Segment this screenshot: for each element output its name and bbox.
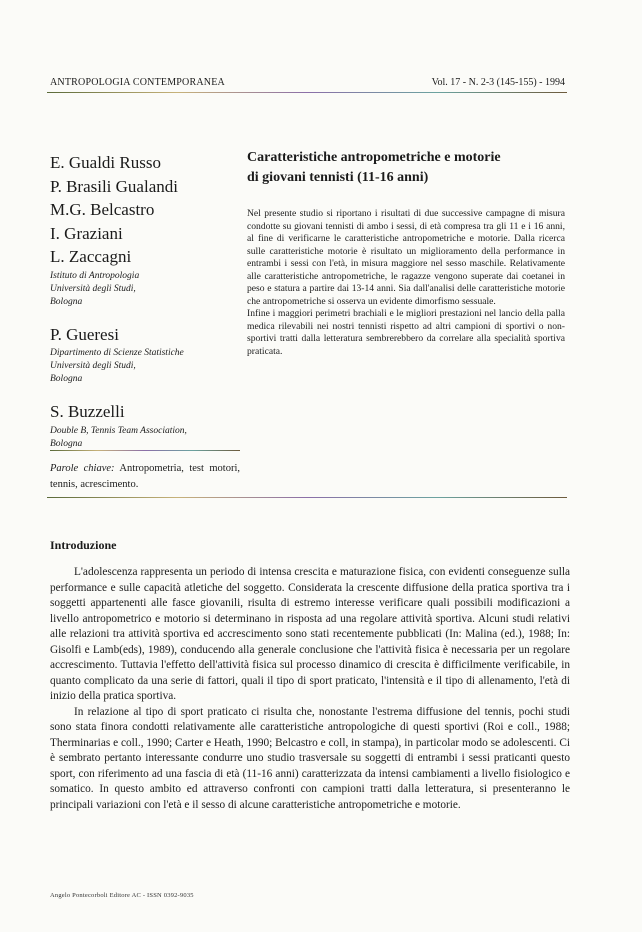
author-group-3 (50, 400, 250, 451)
author-name: P. Brasili Gualandi (50, 176, 178, 196)
abstract (247, 208, 565, 358)
affiliation (50, 425, 250, 451)
author-name: M.G. Belcastro (50, 200, 155, 219)
abstract-paragraph: Infine i maggiori perimetri brachiali e le migliori prestazioni nel lancio della palla medica rilevabili nei nostri tennisti rispetto ad altri campioni di sportivi o non-sportivi tratti dalla letteratura sembrerebbero da correlare alla specialità sportiva praticata. (247, 308, 565, 357)
keywords (50, 461, 240, 493)
affiliation-line: Bologna (50, 296, 83, 307)
section-heading: Introduzione (50, 538, 117, 552)
affiliation-line: Dipartimento di Scienze Statistiche (50, 348, 184, 358)
header-rule (47, 92, 567, 93)
author-name: P. Gueresi (50, 324, 119, 344)
affiliation-line: Università degli Studi, (50, 283, 136, 294)
journal-name: ANTROPOLOGIA CONTEMPORANEA (50, 77, 225, 88)
authors-block (50, 151, 250, 451)
affiliation-line: Università degli Studi, (50, 361, 136, 371)
affiliation (50, 270, 250, 309)
title-line: di giovani tennisti (11-16 anni) (247, 170, 429, 185)
affiliation-line: Istituto di Antropologia (50, 270, 140, 281)
affiliation-line: Double B, Tennis Team Association, (50, 425, 187, 436)
body-paragraph: L'adolescenza rappresenta un periodo di intensa crescita e maturazione fisica, con evidenti conseguenze sulla performance e sulle capacità atletiche del soggetto. Considerata la crescente diffusione della pratica sportiva tra i soggetti appartenenti alle fasce giovanili, risulta di estremo interesse verificare quali possibili modificazioni a livello antropometrico e motorio si determinano in risposta ad una regolare attività sportiva. Alcuni studi relativi alle relazioni tra attività sportiva ed accrescimento sono stati recentemente pubblicati (In: Malina (ed.), 1988; In: Gisolfi e Lamb(eds), 1989), conducendo alla generale conclusione che l'attività fisica è necessaria per un regolare accrescimento. Tuttavia l'effetto dell'attività fisica sul processo dinamico di crescita è difficilmente verificabile, in quanto complicato da una serie di fattori, quali il tipo di sport praticato, l'intensità e il tipo di allenamento, l'età di inizio della pratica sportiva. (50, 566, 570, 702)
author-name: L. Zaccagni (50, 247, 132, 266)
author-name: I. Graziani (50, 223, 123, 243)
author-group-2 (50, 323, 250, 387)
body-paragraph: In relazione al tipo di sport praticato ci risulta che, nonostante l'estrema diffusione del tennis, pochi studi sono stata finora condotti relativamente alle caratteristiche antropologiche di questi sportivi (Roi e coll., 1988; Therminarias e coll., 1990; Carter e Heath, 1990; Belcastro e coll, in stampa), in particolar modo se adolescenti. Ci è sembrato pertanto interessante condurre uno studio trasversale su soggetti di entrambi i sessi praticanti questo sport, con riferimento ad una fascia di età (11-16 anni) caratterizzata da intensi cambiamenti a livello fisiologico e somatico. In questo ambito ed attraverso confronti con campioni tratti dalla letteratura, si presenteranno le principali variazioni con l'età e il sesso di alcune caratteristiche antropometriche e motorie. (50, 705, 570, 811)
volume-info: Vol. 17 - N. 2-3 (145-155) - 1994 (431, 77, 565, 88)
publisher-footer: Angelo Pontecorboli Editore AC - ISSN 0392-9035 (50, 892, 194, 899)
affiliation (50, 347, 250, 386)
body-text (50, 565, 570, 813)
author-name: S. Buzzelli (50, 402, 125, 421)
keywords-label: Parole chiave: (50, 463, 115, 474)
abstract-paragraph: Nel presente studio si riportano i risultati di due successive campagne di misura condotte su giovani tennisti di ambo i sessi, di età compresa tra gli 11 e i 16 anni, al fine di verificarne le caratteristiche antropometriche e motorie. Dalla ricerca sulle caratteristiche motorie è risultato un miglioramento della performance in entrambi i sessi con l'età, in misura maggiore nel sesso maschile. Relativamente alle caratteristiche antropometriche, le ragazze vengono superate dai coetanei in peso e statura a partire dai 13-14 anni. Sia dall'analisi delle caratteristiche motorie che antropometriche si osserva un evidente dimorfismo sessuale. (247, 208, 565, 307)
affiliation-line: Bologna (50, 438, 83, 449)
affiliation-line: Bologna (50, 374, 83, 384)
title-line: Caratteristiche antropometriche e motorie (247, 150, 501, 165)
keywords-rule-top (50, 450, 240, 451)
author-group-1 (50, 151, 250, 309)
keywords-text: Antropometria, test motori, tennis, acrescimento. (50, 463, 240, 490)
author-name: E. Gualdi Russo (50, 153, 161, 172)
abstract-rule-bottom (47, 497, 567, 498)
article-title (247, 148, 577, 188)
